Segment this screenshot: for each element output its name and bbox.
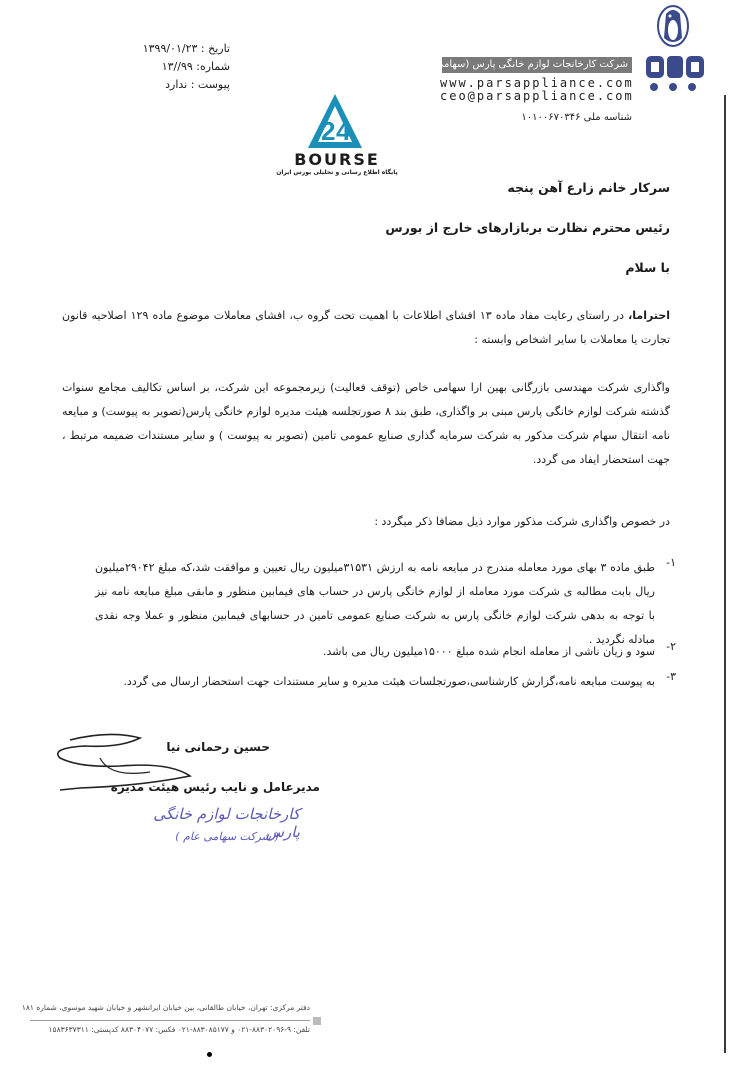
company-stamp-name: کارخانجات لوازم خانگی پارس (153, 805, 300, 841)
margin-rule (724, 95, 726, 1053)
list-item: طبق ماده ۳ بهای مورد معامله مندرج در مبایعه نامه به ارزش ۳۱۵۳۱میلیون ریال تعیین و موافقت شد،که مبلغ ۲۹۰۴۲میلیون ریال بابت مطالبه ی شرکت مورد معامله از لوازم خانگی پارس در حساب های فیمابین منظور و مابقی مبلغ مبایعه نامه نیز با توجه به بدهی شرکت لوازم خانگی پارس به شرکت صنایع عمومی تامین در حسابهای فیمابین منظور و عملا وجه نقدی مبادله نگردید . (95, 561, 655, 646)
pars-logo (640, 4, 710, 94)
recipient-name: سرکار خانم زارع آهن پنجه (507, 180, 670, 195)
paragraph-intro-text: در راستای رعایت مفاد ماده ۱۳ افشای اطلاعات با اهمیت تحت گروه ب، افشای معاملات موضوع ماده ۱۲۹ اصلاحیه قانون تجارت یا معاملات با سایر اشخاص وابسته : (62, 309, 670, 346)
company-stamp-type: ( شرکت سهامی عام ) (175, 830, 279, 843)
footer-mark (313, 1017, 321, 1025)
list-item-number: ۱- (666, 556, 676, 569)
recipient-title: رئیس محترم نظارت بربازارهای خارج از بورس (385, 220, 670, 235)
list-item-number: ۳- (666, 670, 676, 683)
email-link[interactable]: ceo@parsappliance.com (440, 89, 634, 103)
paragraph-intro (62, 304, 670, 352)
letter-meta (30, 40, 230, 94)
company-name: شرکت کارخانجات لوازم خانگی پارس (سهامی عام) (442, 57, 632, 73)
footer-address: دفتر مرکزی: تهران، خیابان طالقانی، بین خیابان ایرانشهر و خیابان شهید موسوی، شماره ۱۸۱ (21, 1003, 310, 1012)
list-item: به پیوست مبایعه نامه،گزارش کارشناسی،صورتجلسات هیئت مدیره و سایر مستندات جهت استحضار ارسال می گردد. (123, 675, 655, 688)
footer-divider (30, 1020, 310, 1021)
list-item-number: ۲- (666, 640, 676, 653)
svg-text:2: 2 (321, 116, 336, 146)
svg-text:4: 4 (336, 116, 351, 146)
letter-number: شماره: ۹۹//۱۳ (161, 60, 230, 73)
bourse-tagline: پایگاه اطلاع رسانی و تحلیلی بورس ایران (276, 169, 398, 176)
paragraph-transfer: واگذاری شرکت مهندسی بازرگانی بهین ارا سهامی خاص (توقف فعالیت) زیرمجموعه این شرکت، بر اساس تکالیف مجامع سنوات گذشته شرکت لوازم خانگی پارس مبنی بر واگذاری، طبق بند ۸ صورتجلسه هیئت مدیره لوازم خانگی پارس(تصویر به پیوست) و مبایعه نامه انتقال سهام شرکت مذکور به شرکت سرمایه گذاری صنایع عمومی تامین (تصویر به پیوست ) و سایر مستندات ضمیمه مرتبط ، جهت استحضار ایفاد می گردد. (62, 381, 670, 466)
bourse-wordmark: BOURSE (294, 150, 380, 169)
letter-date: تاریخ : ۱۳۹۹/۰۱/۲۳ (142, 42, 230, 55)
signatory-title: مدیرعامل و نایب رئیس هیئت مدیره (110, 780, 320, 794)
page-dot (207, 1052, 212, 1057)
paragraph-notes-intro: در خصوص واگذاری شرکت مذکور موارد ذیل مضافا ذکر میگردد : (374, 515, 670, 528)
paragraph-intro-lead: احتراما، (628, 309, 671, 322)
greeting: با سلام (625, 260, 670, 275)
website-link[interactable]: www.parsappliance.com (440, 76, 634, 90)
list-item: سود و زیان ناشی از معامله انجام شده مبلغ ۱۵۰۰۰میلیون ریال می باشد. (322, 645, 655, 658)
footer-contact: تلفن: ۹-۸۸۳۰۲۰۹۶-۰۲۱ و ۸۸۳۰۸۵۱۷۷-۰۲۱ فکس: ۸۸۳۰۴۰۷۷ کدپستی: ۱۵۸۳۶۳۷۳۱۱ (48, 1025, 310, 1034)
signatory-name: حسین رحمانی نیا (166, 740, 270, 754)
national-id: شناسه ملی ۱۰۱۰۰۶۷۰۳۴۶ (521, 112, 632, 123)
company-contact (440, 77, 632, 103)
letter-attachment: پیوست : ندارد (165, 78, 230, 91)
